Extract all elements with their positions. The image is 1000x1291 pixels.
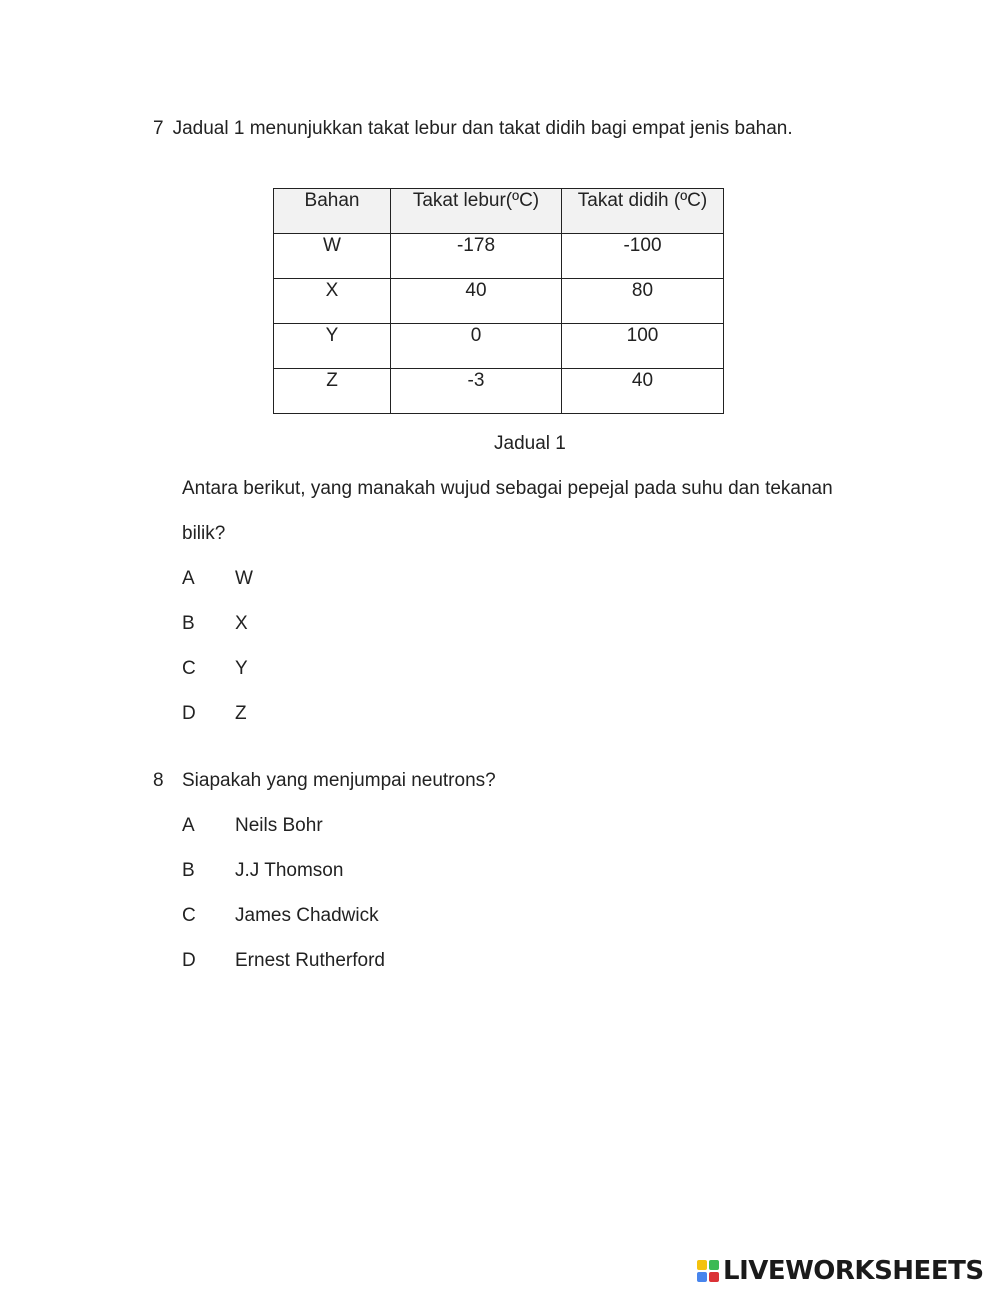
logo-square: [697, 1260, 707, 1270]
question-7-intro-text: Jadual 1 menunjukkan takat lebur dan takat didih bagi empat jenis bahan.: [172, 118, 793, 139]
option-letter: B: [182, 613, 195, 634]
option-text: Z: [235, 703, 247, 724]
table-cell: -178: [391, 234, 562, 279]
table-header-row: [274, 189, 724, 234]
option-text: X: [235, 613, 248, 634]
table-cell: Y: [274, 324, 391, 369]
table-row: [274, 324, 724, 369]
logo-mark-icon: [697, 1260, 719, 1282]
table-row: [274, 279, 724, 324]
table-cell: 0: [391, 324, 562, 369]
question-7-number: 7: [153, 118, 164, 139]
table-cell: 40: [391, 279, 562, 324]
question-8-option-c[interactable]: [182, 905, 379, 927]
option-text: Ernest Rutherford: [235, 950, 385, 971]
option-letter: C: [182, 905, 196, 926]
logo-square: [709, 1260, 719, 1270]
logo-square: [709, 1272, 719, 1282]
option-letter: B: [182, 860, 195, 881]
option-text: Y: [235, 658, 248, 679]
question-8-stem: Siapakah yang menjumpai neutrons?: [182, 770, 496, 791]
question-8-option-d[interactable]: [182, 950, 385, 972]
question-8-option-b[interactable]: [182, 860, 343, 882]
question-8-option-a[interactable]: [182, 815, 323, 837]
question-7-option-a[interactable]: [182, 568, 253, 590]
question-7-option-b[interactable]: [182, 613, 248, 635]
liveworksheets-logo: [697, 1256, 984, 1286]
table-cell: W: [274, 234, 391, 279]
table-cell: -100: [562, 234, 724, 279]
table-cell: X: [274, 279, 391, 324]
table-header-cell: Takat didih (ºC): [562, 189, 724, 234]
table-header-cell: Takat lebur(ºC): [391, 189, 562, 234]
table-row: [274, 234, 724, 279]
table-row: [274, 369, 724, 414]
option-text: J.J Thomson: [235, 860, 344, 881]
table-cell: -3: [391, 369, 562, 414]
option-letter: D: [182, 950, 196, 971]
question-7-intro: [153, 118, 793, 140]
question-7-stem-line-1: Antara berikut, yang manakah wujud sebagai pepejal pada suhu dan tekanan: [182, 478, 833, 499]
logo-square: [697, 1272, 707, 1282]
option-text: Neils Bohr: [235, 815, 323, 836]
option-letter: A: [182, 568, 195, 589]
table-caption: Jadual 1: [494, 433, 566, 454]
melting-boiling-table: [273, 188, 724, 414]
table-cell: Z: [274, 369, 391, 414]
option-letter: C: [182, 658, 196, 679]
question-7-stem-line-2: bilik?: [182, 523, 226, 544]
logo-text: LIVEWORKSHEETS: [723, 1256, 984, 1286]
question-7-option-c[interactable]: [182, 658, 248, 680]
option-letter: A: [182, 815, 195, 836]
question-7-option-d[interactable]: [182, 703, 247, 725]
option-text: James Chadwick: [235, 905, 379, 926]
table-header-cell: Bahan: [274, 189, 391, 234]
table-cell: 40: [562, 369, 724, 414]
option-text: W: [235, 568, 253, 589]
option-letter: D: [182, 703, 196, 724]
question-8-number: 8: [153, 770, 164, 791]
table-cell: 80: [562, 279, 724, 324]
table-cell: 100: [562, 324, 724, 369]
